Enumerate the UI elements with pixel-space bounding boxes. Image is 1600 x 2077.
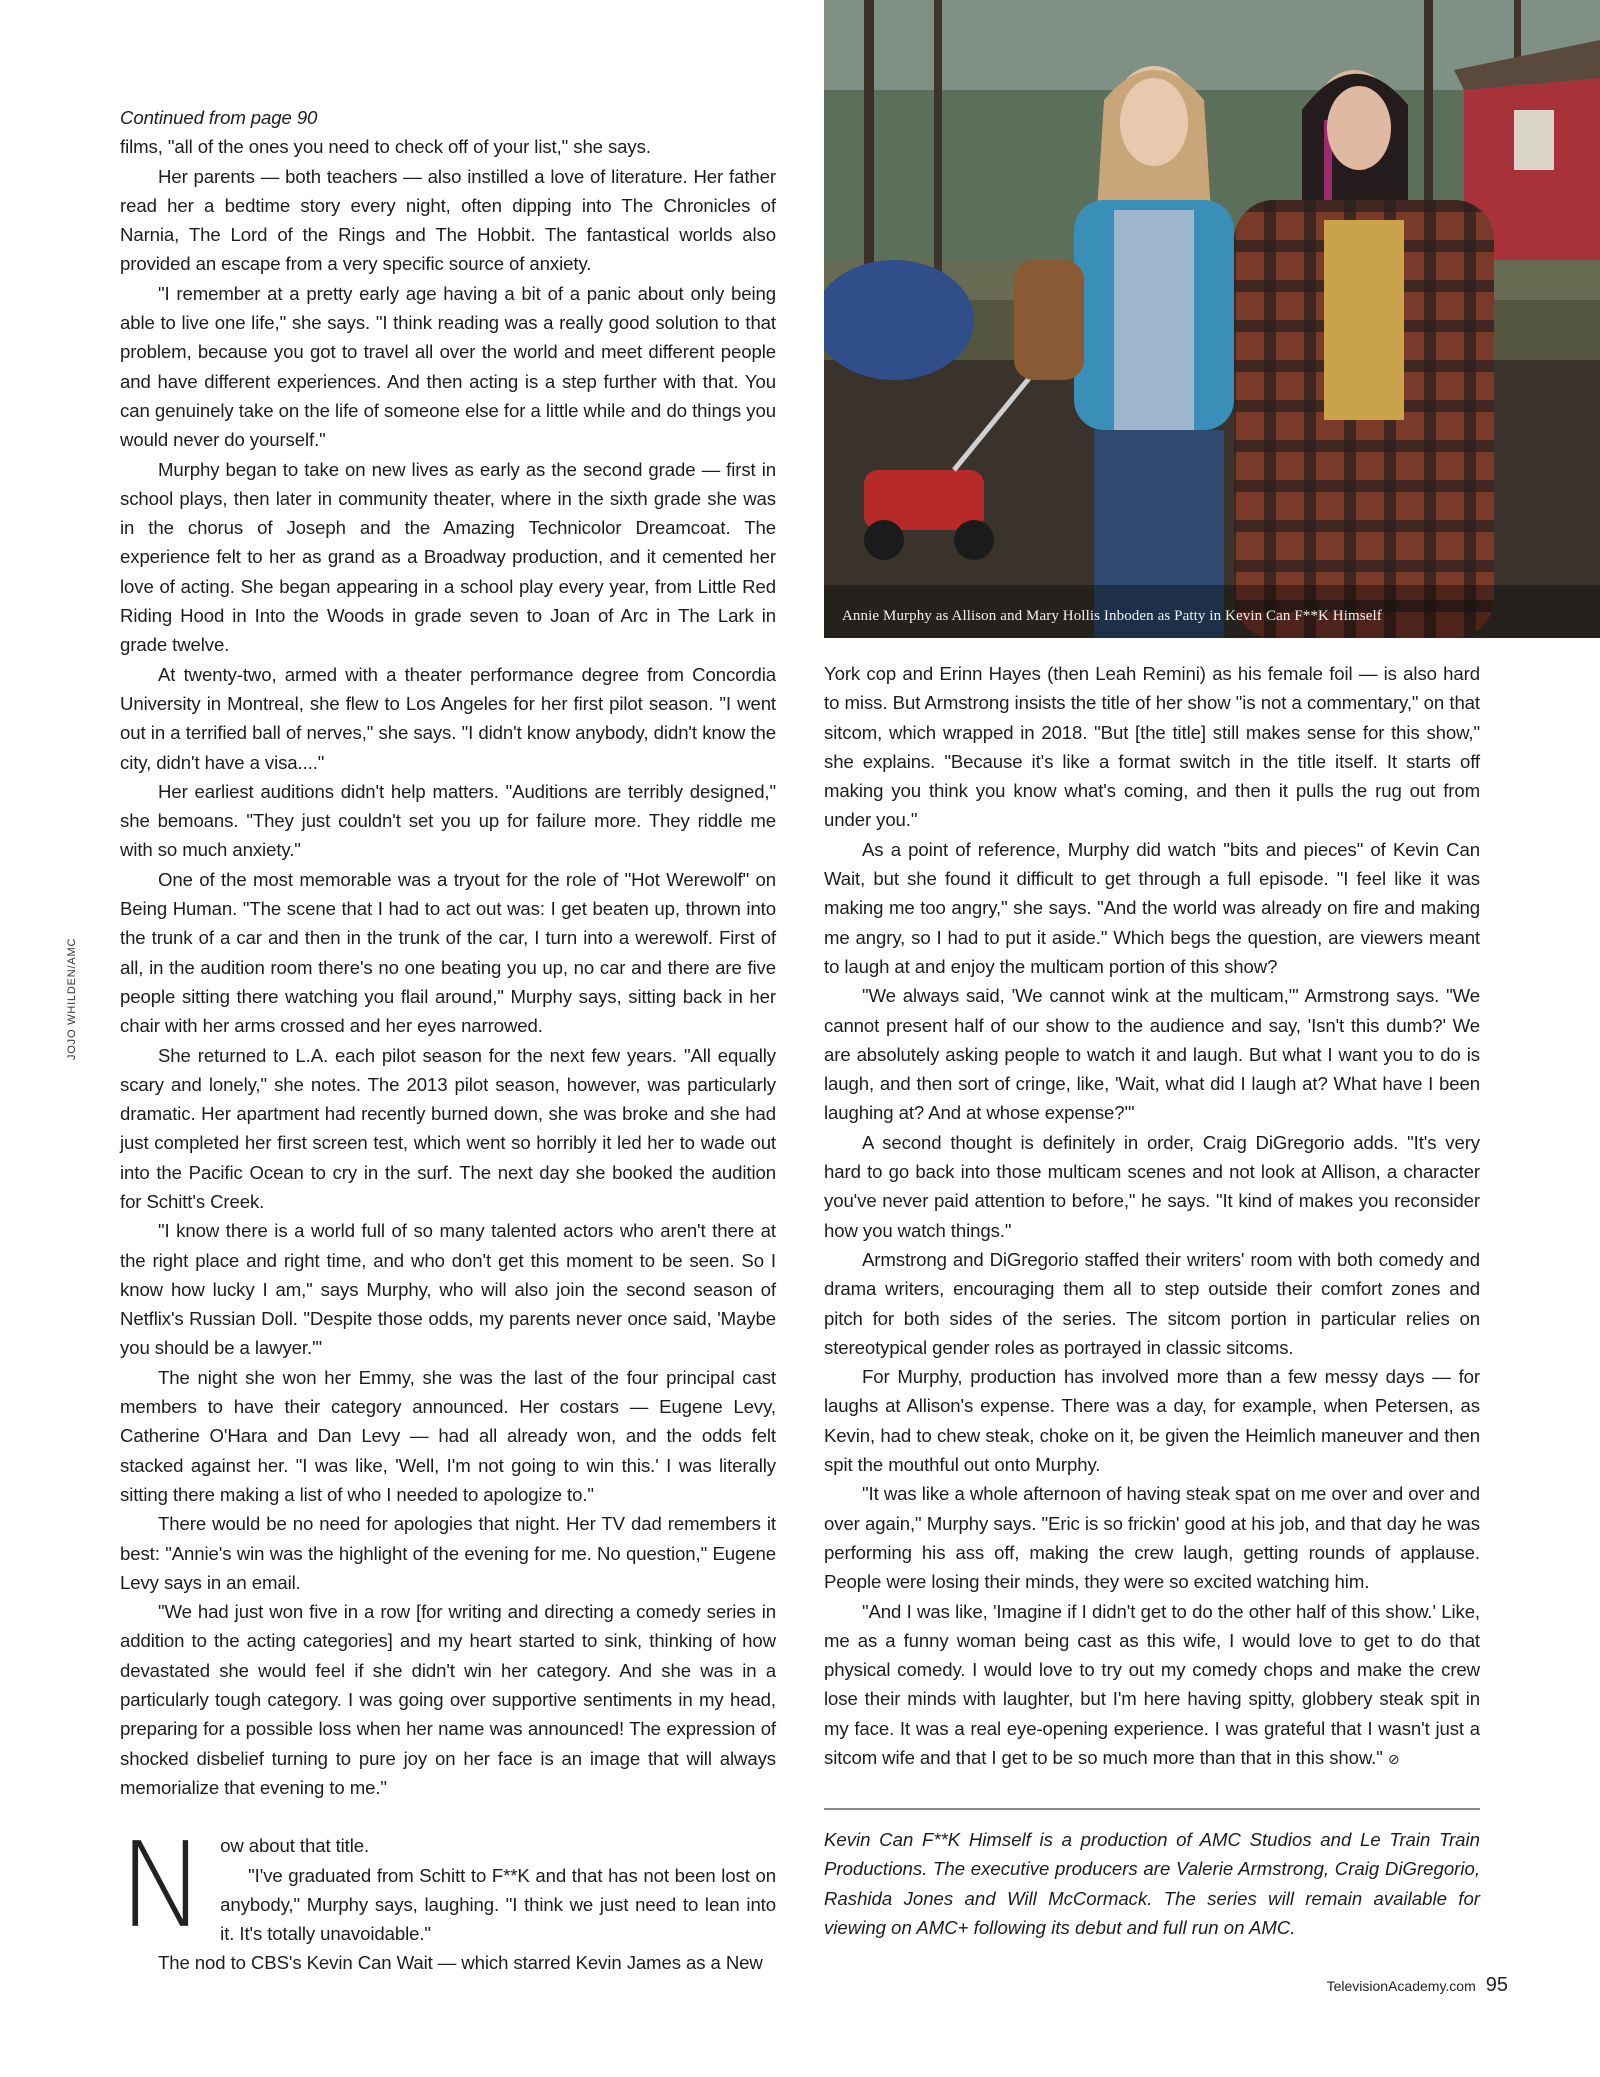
paragraph: The nod to CBS's Kevin Can Wait — which starred Kevin James as a New xyxy=(158,1952,763,1974)
dropcap-paragraph xyxy=(118,1816,776,1955)
paragraph: As a point of reference, Murphy did watch "bits and pieces" of Kevin Can Wait, but she found it difficult to get through a full episode. "I feel like it was making me too angry," she says. "And the world was already on fire and making me angry, so I had to put it aside." Which begs the question, are viewers meant to laugh at and enjoy the multicam portion of this show? xyxy=(824,838,1480,977)
paragraph: films, "all of the ones you need to check off of your list," she says. xyxy=(120,136,651,158)
paragraph: A second thought is definitely in order, Craig DiGregorio adds. "It's very hard to go back into those multicam scenes and not look at Allison, a character you've never paid attention to before," he says. "It kind of makes you reconsider how you watch things." xyxy=(824,1131,1480,1241)
photo-caption: Annie Murphy as Allison and Mary Hollis Inboden as Patty in Kevin Can F**K Himself xyxy=(842,608,1382,624)
dropcap-rest: ow about that title. xyxy=(220,1835,370,1857)
production-note: Kevin Can F**K Himself is a production of AMC Studios and Le Train Train Productions. The executive producers are Valerie Armstrong, Craig DiGregorio, Rashida Jones and Will McCormack. The series will remain available for viewing on AMC+ following its debut and full run on AMC. xyxy=(824,1829,1480,1938)
dropcap-letter: N xyxy=(118,1816,207,1955)
paragraph: She returned to L.A. each pilot season for the next few years. "All equally scary and lonely," she notes. The 2013 pilot season, however, was particularly dramatic. Her apartment had recently burned down, she was broke and she had just completed her first screen test, which went so horribly it led her to wade out into the Pacific Ocean to cry in the surf. The next day she booked the audition for Schitt's Creek. xyxy=(120,1044,776,1212)
paragraph: For Murphy, production has involved more than a few messy days — for laughs at Allison's expense. There was a day, for example, when Petersen, as Kevin, had to chew steak, choke on it, be given the Heimlich maneuver and then spit the mouthful out onto Murphy. xyxy=(824,1366,1480,1476)
paragraph: "We had just won five in a row [for writing and directing a comedy series in addition to the acting categories] and my heart started to sink, thinking of how devastated she would feel if she didn't win her category. And she was in a particularly tough category. I was going over supportive sentiments in my head, preparing for a possible loss when her name was announced! The expression of shocked disbelief turning to pure joy on her face is an image that will always memorialize that evening to me." xyxy=(120,1601,776,1798)
divider-rule xyxy=(824,1808,1480,1810)
continued-from: Continued from page 90 xyxy=(120,107,318,128)
paragraph: Her earliest auditions didn't help matters. "Auditions are terribly designed," she bemoans. "They just couldn't set you up for failure more. They riddle me with so much anxiety." xyxy=(120,780,776,861)
paragraph: "I remember at a pretty early age having a bit of a panic about only being able to live one life," she says. "I think reading was a really good solution to that problem, because you got to travel all over the world and meet different people and have different experiences. And then acting is a step further with that. You can genuinely take on the life of someone else for a little while and do things you would never do yourself." xyxy=(120,282,776,451)
paragraph: "I've graduated from Schitt to F**K and that has not been lost on anybody," Murphy says, laughing. "I think we just need to lean into it. It's totally unavoidable." xyxy=(220,1864,776,1945)
end-mark-icon: ⊘ xyxy=(1387,1750,1400,1767)
paragraph-final xyxy=(824,1597,1480,1775)
paragraph: There would be no need for apologies that night. Her TV dad remembers it best: "Annie's win was the highlight of the evening for me. No question," Eugene Levy says in an email. xyxy=(120,1513,776,1593)
paragraph: Murphy began to take on new lives as early as the second grade — first in school plays, then later in community theater, where in the sixth grade she was in the chorus of Joseph and the Amazing Technicolor Dreamcoat. The experience felt to her as grand as a Broadway production, and it cemented her love of acting. She began appearing in a school play every year, from Little Red Riding Hood in Into the Woods in grade seven to Joan of Arc in The Lark in grade twelve. xyxy=(120,458,776,656)
paragraph: The night she won her Emmy, she was the last of the four principal cast members to have their category announced. Her costars — Eugene Levy, Catherine O'Hara and Dan Levy — had all already won, and the odds felt stacked against her. "I was like, 'Well, I'm not going to win this.' I was literally sitting there making a list of who I needed to apologize to." xyxy=(120,1366,776,1505)
left-column xyxy=(120,103,776,1978)
photo-illustration xyxy=(824,0,1600,638)
footer-site: TelevisionAcademy.com xyxy=(1326,1978,1476,1994)
right-column xyxy=(824,659,1480,1774)
paragraph: "It was like a whole afternoon of having steak spat on me over and over and over again," Murphy says. "Eric is so frickin' good at his job, and that day he was performing his ass off, making the crew laugh, getting rounds of applause. People were losing their minds, they were so excited watching him. xyxy=(824,1483,1480,1593)
cover-photo xyxy=(824,0,1600,638)
paragraph: "I know there is a world full of so many talented actors who aren't there at the right place and right time, and who don't get this moment to be seen. So I know how lucky I am," says Murphy, who will also join the second season of Netflix's Russian Doll. "Despite those odds, my parents never once said, 'Maybe you should be a lawyer.'" xyxy=(120,1220,776,1359)
paragraph: At twenty-two, armed with a theater performance degree from Concordia University in Montreal, she flew to Los Angeles for her first pilot season. "I went out in a terrified ball of nerves," she says. "I didn't know anybody, didn't know the city, didn't have a visa...." xyxy=(120,663,776,773)
photo-credit: JOJO WHILDEN/AMC xyxy=(66,937,78,1060)
paragraph: One of the most memorable was a tryout for the role of "Hot Werewolf" on Being Human. "The scene that I had to act out was: I get beaten up, thrown into the trunk of a car and then in the trunk of the car, I turn into a werewolf. First of all, in the audition room there's no one beating you up, no car and there are five people sitting there watching you flail around," Murphy says, sitting back in her chair with her arms crossed and her eyes narrowed. xyxy=(120,868,776,1037)
paragraph: "And I was like, 'Imagine if I didn't get to do the other half of this show.' Like, me as a funny woman being cast as this wife, I would love to get to do that physical comedy. I would love to try out my comedy chops and make the crew lose their minds with laughter, but I'm here having spitty, globbery steak spit in my face. It was a real eye-opening experience. I was grateful that I wasn't just a sitcom wife and that I get to be so much more than that in this show." xyxy=(824,1600,1480,1768)
page-footer xyxy=(1327,1974,1508,1997)
paragraph: Her parents — both teachers — also instilled a love of literature. Her father read her a bedtime story every night, often dipping into The Chronicles of Narnia, The Lord of the Rings and The Hobbit. The fantastical worlds also provided an escape from a very specific source of anxiety. xyxy=(120,165,776,275)
paragraph: "We always said, 'We cannot wink at the multicam,'" Armstrong says. "We cannot present half of our show to the audience and say, 'Isn't this dumb?' We are absolutely asking people to watch it and laugh. But what I want you to do is laugh, and then sort of cringe, like, 'Wait, what did I laugh at? What have I been laughing at? And at whose expense?'" xyxy=(824,985,1480,1124)
page-number: 95 xyxy=(1485,1974,1508,1996)
paragraph: Armstrong and DiGregorio staffed their writers' room with both comedy and drama writers, encouraging them all to step outside their comfort zones and pitch for both sides of the series. The sitcom portion in particular relies on stereotypical gender roles as portrayed in classic sitcoms. xyxy=(824,1248,1480,1358)
paragraph: York cop and Erinn Hayes (then Leah Remini) as his female foil — is also hard to miss. But Armstrong insists the title of her show "is not a commentary," on that sitcom, which wrapped in 2018. "But [the title] still makes sense for this show," she explains. "Because it's like a format switch in the title itself. It starts off making you think you know what's coming, and then it pulls the rug out from under you." xyxy=(824,663,1480,831)
